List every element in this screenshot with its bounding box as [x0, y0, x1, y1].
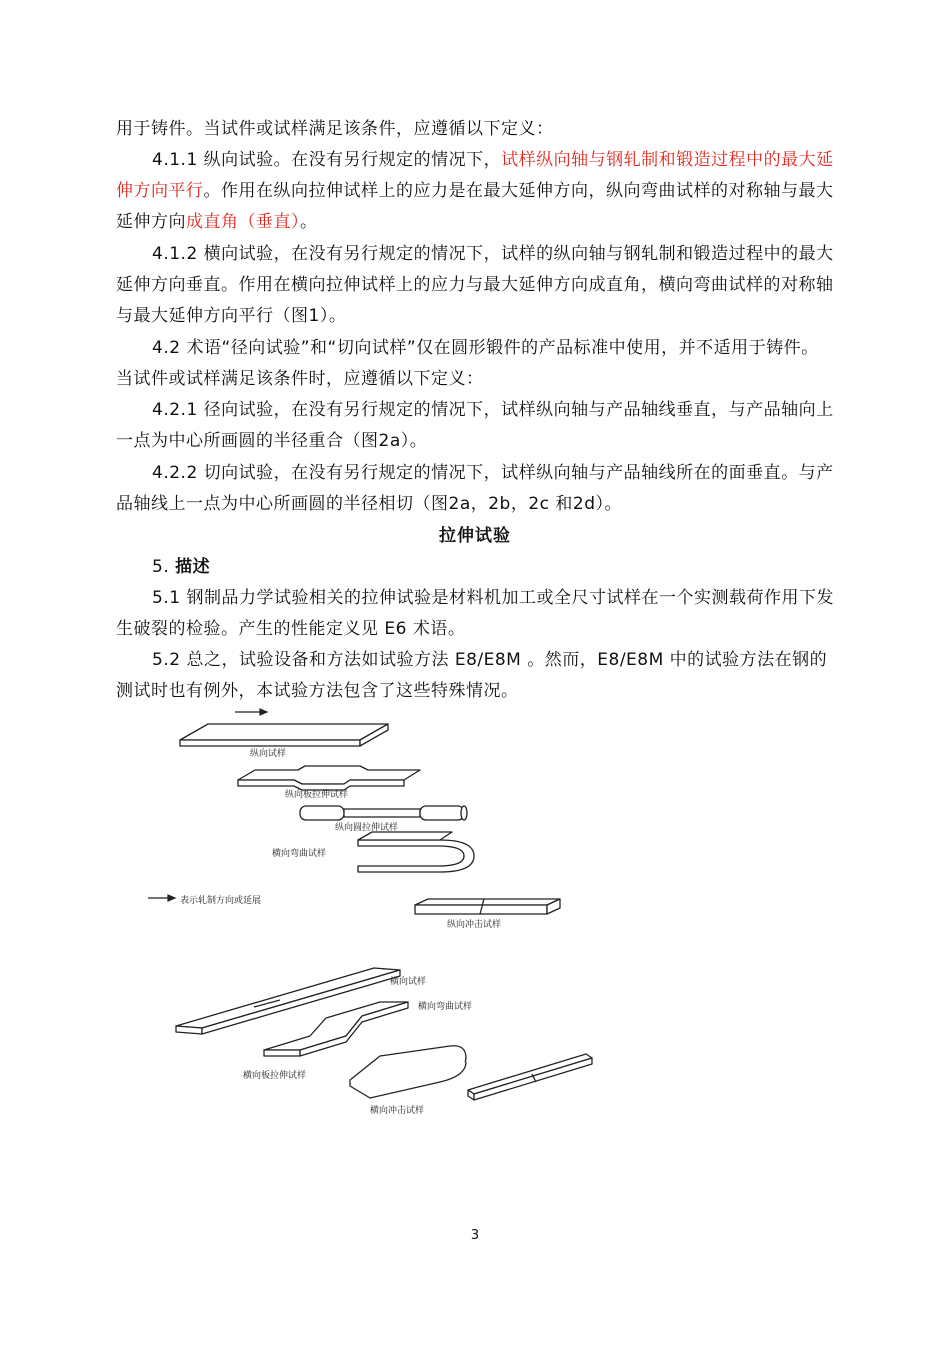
label-longitudinal-impact: 纵向冲击试样: [447, 920, 502, 930]
paragraph-4-2-1: 4.2.1 径向试验，在没有另行规定的情况下，试样纵向轴与产品轴线垂直，与产品轴向上一点为中心所画圆的半径重合（图2a）。: [116, 400, 834, 451]
longitudinal-plate-tensile-drawing: [238, 766, 420, 790]
transverse-bend-drawing: [350, 1046, 466, 1098]
label-transverse-bend-top: 横向弯曲试样: [272, 849, 327, 859]
longitudinal-round-tensile-drawing: [300, 806, 467, 820]
transverse-impact-drawing: [468, 1054, 592, 1100]
paragraph-4-1-2: 4.1.2 横向试验，在没有另行规定的情况下，试样的纵向轴与钢轧制和锻造过程中的最大延伸方向垂直。作用在横向拉伸试样上的应力与最大延伸方向成直角，横向弯曲试样的对称轴与最大延伸方向平行（图1）。: [116, 244, 834, 326]
label-longitudinal-round-tensile: 纵向圆拉伸试样: [335, 823, 399, 833]
paragraph-5-1: 5.1 钢制品力学试验相关的拉伸试验是材料机加工或全尺寸试样在一个实测载荷作用下发生破裂的检验。产生的性能定义见 E6 术语。: [116, 588, 834, 639]
label-transverse-specimen: 横向试样: [390, 977, 427, 987]
label-transverse-impact: 横向冲击试样: [370, 1106, 425, 1116]
page-number: 3: [470, 1228, 480, 1243]
highlight-text: 试样纵向轴与钢轧制和锻造过程中的最大延伸方向平行: [116, 150, 834, 201]
paragraph-intro-continued: 用于铸件。当试件或试样满足该条件，应遵循以下定义：: [116, 119, 554, 139]
label-longitudinal-specimen: 纵向试样: [250, 749, 287, 759]
label-longitudinal-plate-tensile: 纵向板拉伸试样: [285, 790, 349, 800]
section-heading: 拉伸试验: [439, 526, 511, 546]
highlight-text-2: 成直角（垂直）: [186, 212, 300, 232]
label-transverse-plate-tensile: 横向板拉伸试样: [243, 1071, 307, 1081]
label-transverse-bend: 横向弯曲试样: [418, 1002, 473, 1012]
longitudinal-bend-drawing: [358, 832, 474, 872]
longitudinal-impact-drawing: [415, 899, 560, 914]
paragraph-4-2: 4.2 术语“径向试验”和“切向试样”仅在圆形锻件的产品标准中使用，并不适用于铸件。当试件或试样满足该条件时，应遵循以下定义：: [116, 338, 819, 389]
label-rolling-direction: 表示轧制方向或延展: [180, 896, 262, 906]
section-5-title: 5. 描述: [152, 557, 211, 577]
longitudinal-specimen-drawing: [180, 724, 388, 746]
paragraph-4-2-2: 4.2.2 切向试验，在没有另行规定的情况下，试样纵向轴与产品轴线所在的面垂直。与产品轴线上一点为中心所画圆的半径相切（图2a，2b，2c 和2d）。: [116, 463, 834, 514]
paragraph-5-2: 5.2 总之，试验设备和方法如试验方法 E8/E8M 。然而，E8/E8M 中的试验方法在钢的测试时也有例外，本试验方法包含了这些特殊情况。: [116, 650, 828, 701]
transverse-specimen-drawing: [176, 968, 400, 1034]
paragraph-4-1-1: 4.1.1 纵向试验。在没有另行规定的情况下，试样纵向轴与钢轧制和锻造过程中的最大延伸方向平行。作用在纵向拉伸试样上的应力是在最大延伸方向，纵向弯曲试样的对称轴与最大延伸方向成直角（垂直）。: [116, 150, 834, 232]
specimen-orientation-figure: [0, 700, 950, 1130]
